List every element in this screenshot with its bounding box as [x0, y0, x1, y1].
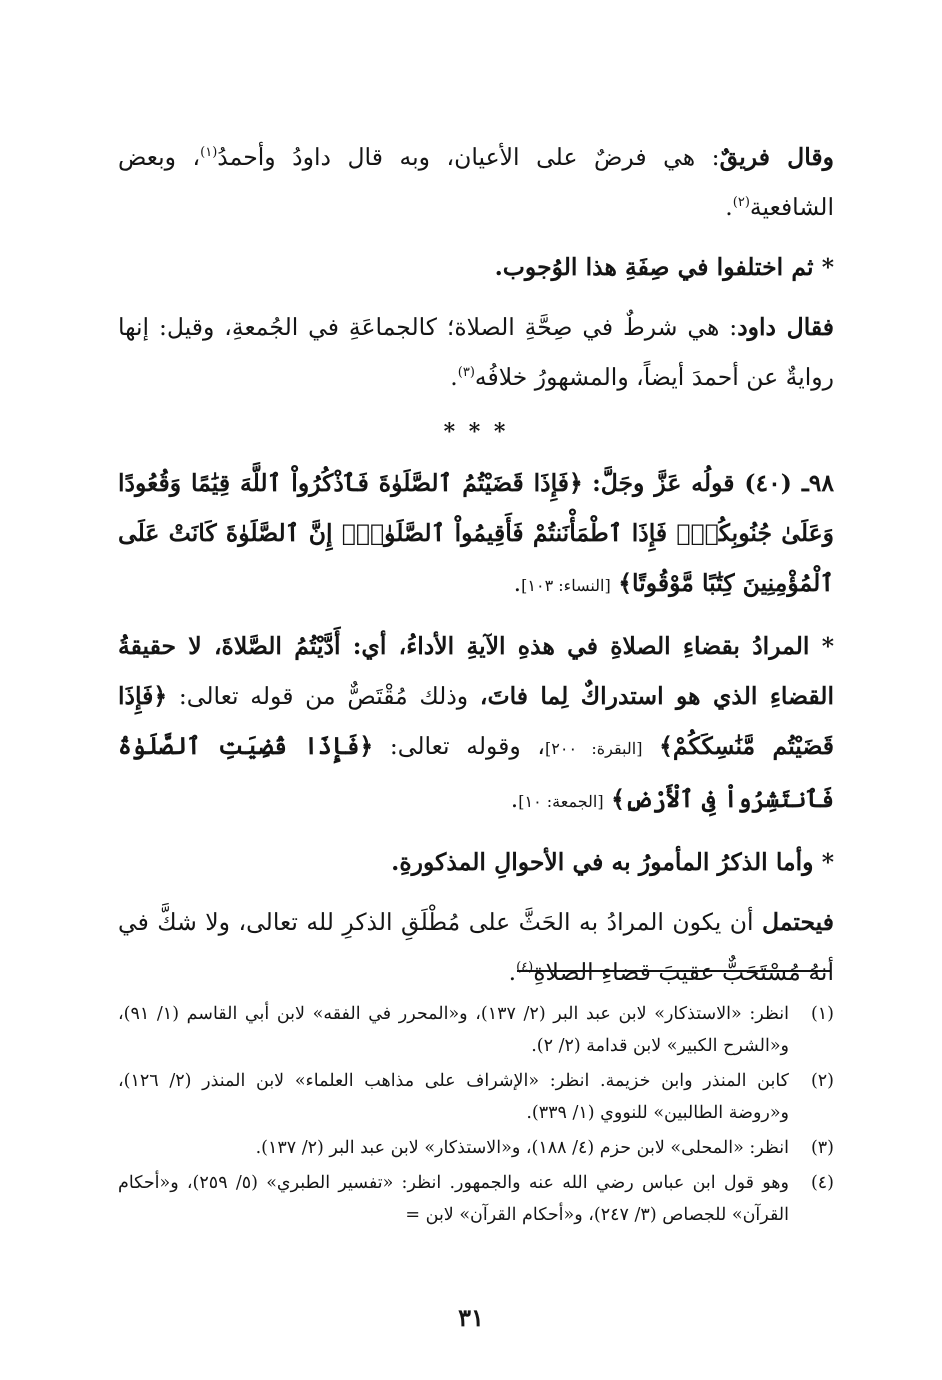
footnote-divider [517, 970, 830, 972]
paragraph-7 [118, 897, 834, 997]
paragraph-7-text: أن يكون المرادُ به الحَثَّ على مُطْلَقِ الذكرِ لله تعالى، ولا شكَّ في أنهُ مُسْتَحَبٌّ عقيبَ قضاءِ الصلاةِ [118, 908, 834, 986]
footnote-ref-3[interactable]: (٣) [457, 365, 475, 381]
footnote-text: انظر: «الاستذكار» لابن عبد البر (٢/ ١٣٧)، و«المحرر في الفقه» لابن أبي القاسم (١/ ٩١)، و«الشرح الكبير» لابن قدامة (٢/ ٢). [118, 1004, 789, 1056]
paragraph-1-text: : هي فرضٌ على الأعيان، وبه قال داودُ وأحمدُ [217, 143, 720, 171]
footnote-2 [118, 1065, 834, 1129]
quran-quote-1: ﴿فَإِذَا قَضَيْتُم مَّنَٰسِكَكُمْ﴾ [118, 682, 834, 760]
paragraph-1-text-2: ، وبعض الشافعية [118, 143, 834, 221]
paragraph-1-end: . [725, 193, 733, 221]
paragraph-2-heading: * ثم اختلفوا في صِفَةِ هذا الوُجوب. [494, 253, 834, 281]
verse-reference: [النساء: ١٠٣] [521, 576, 611, 595]
footnote-1 [118, 998, 834, 1062]
footnotes [118, 998, 834, 1234]
footnote-ref-4[interactable]: (٤) [516, 960, 534, 976]
paragraph-5-text: وذلك مُقْتَصٌّ من قوله تعالى: [167, 682, 480, 710]
footnote-4 [118, 1167, 834, 1231]
paragraph-5-lead: * المرادُ بقضاءِ الصلاةِ في هذهِ الآيةِ الأداءُ، أي: أَدَّيْتُمُ الصَّلاةَ، لا حقيقةُ القضاءِ الذي هو استدراكٌ لِما فاتَ، [118, 632, 834, 710]
quran-ref-2: [الجمعة: ١٠] [518, 792, 604, 811]
paragraph-1 [118, 132, 834, 232]
paragraph-3-end: . [450, 363, 458, 391]
paragraph-5 [118, 621, 834, 827]
main-text [118, 132, 834, 997]
verse-number-lead: ٩٨ـ (٤٠) قولُه عَزَّ وجَلَّ: [592, 469, 834, 497]
quran-ref-1: [البقرة: ٢٠٠] [545, 739, 643, 758]
footnote-text: كابن المنذر وابن خزيمة. انظر: «الإشراف على مذاهب العلماء» لابن المنذر (٢/ ١٢٦)، و«روضة الطالبين» للنووي (١/ ٣٣٩). [118, 1071, 789, 1123]
footnote-3 [118, 1132, 834, 1164]
footnote-text: وهو قول ابن عباس رضي الله عنه والجمهور. انظر: «تفسير الطبري» (٥/ ٢٥٩)، و«أحكام القرآن» للجصاص (٣/ ٢٤٧)، و«أحكام القرآن» لابن = [118, 1173, 789, 1225]
quran-verse: ﴿فَإِذَا قَضَيْتُمُ ٱلصَّلَوٰةَ فَٱذْكُرُواْ ٱللَّهَ قِيَٰمًا وَقُعُودًا وَعَلَىٰ جُنُوبِكُمْۚ فَإِذَا ٱطْمَأْنَنتُمْ فَأَقِيمُواْ ٱلصَّلَوٰةَۚ إِنَّ ٱلصَّلَوٰةَ كَانَتْ عَلَى ٱلْمُؤْمِنِينَ كِتَٰبًا مَّوْقُوتًا﴾ [118, 469, 834, 597]
footnote-ref-1[interactable]: (١) [200, 145, 218, 161]
footnote-number: (٤) [810, 1173, 834, 1193]
paragraph-7-end: . [508, 958, 517, 986]
footnote-number: (٢) [810, 1071, 834, 1091]
paragraph-7-lead: فيحتمل [762, 908, 834, 936]
paragraph-6-heading: * وأما الذكرُ المأمورُ به في الأحوالِ المذكورةِ. [391, 848, 834, 876]
paragraph-5-end: . [510, 785, 519, 813]
footnote-ref-2[interactable]: (٢) [732, 195, 750, 211]
section-separator: * * * [443, 419, 509, 445]
paragraph-4-verse [118, 458, 834, 611]
paragraph-5-text-2: ، وقوله تعالى: [373, 732, 545, 760]
footnote-number: (٣) [810, 1138, 834, 1158]
page-number: ٣١ [458, 1303, 484, 1332]
paragraph-4-end: . [513, 569, 522, 597]
paragraph-3-text: : هي شرطٌ في صِحَّةِ الصلاة؛ كالجماعَةِ في الجُمعةِ، وقيل: إنها روايةٌ عن أحمدَ أيضاً، والمشهورُ خلافُه [118, 313, 834, 391]
footnote-number: (١) [810, 1004, 834, 1024]
quran-quote-2: ﴿فَإِذَا قُضِيَتِ ٱلصَّلَوٰةُ فَٱنتَشِرُواْ فِى ٱلْأَرْضِ﴾ [118, 732, 834, 813]
paragraph-3 [118, 302, 834, 402]
paragraph-1-lead: وقال فريقٌ [719, 143, 834, 171]
footnote-text: انظر: «المحلى» لابن حزم (٤/ ١٨٨)، و«الاستذكار» لابن عبد البر (٢/ ١٣٧). [255, 1138, 789, 1158]
paragraph-3-lead: فقال داود [737, 313, 834, 341]
